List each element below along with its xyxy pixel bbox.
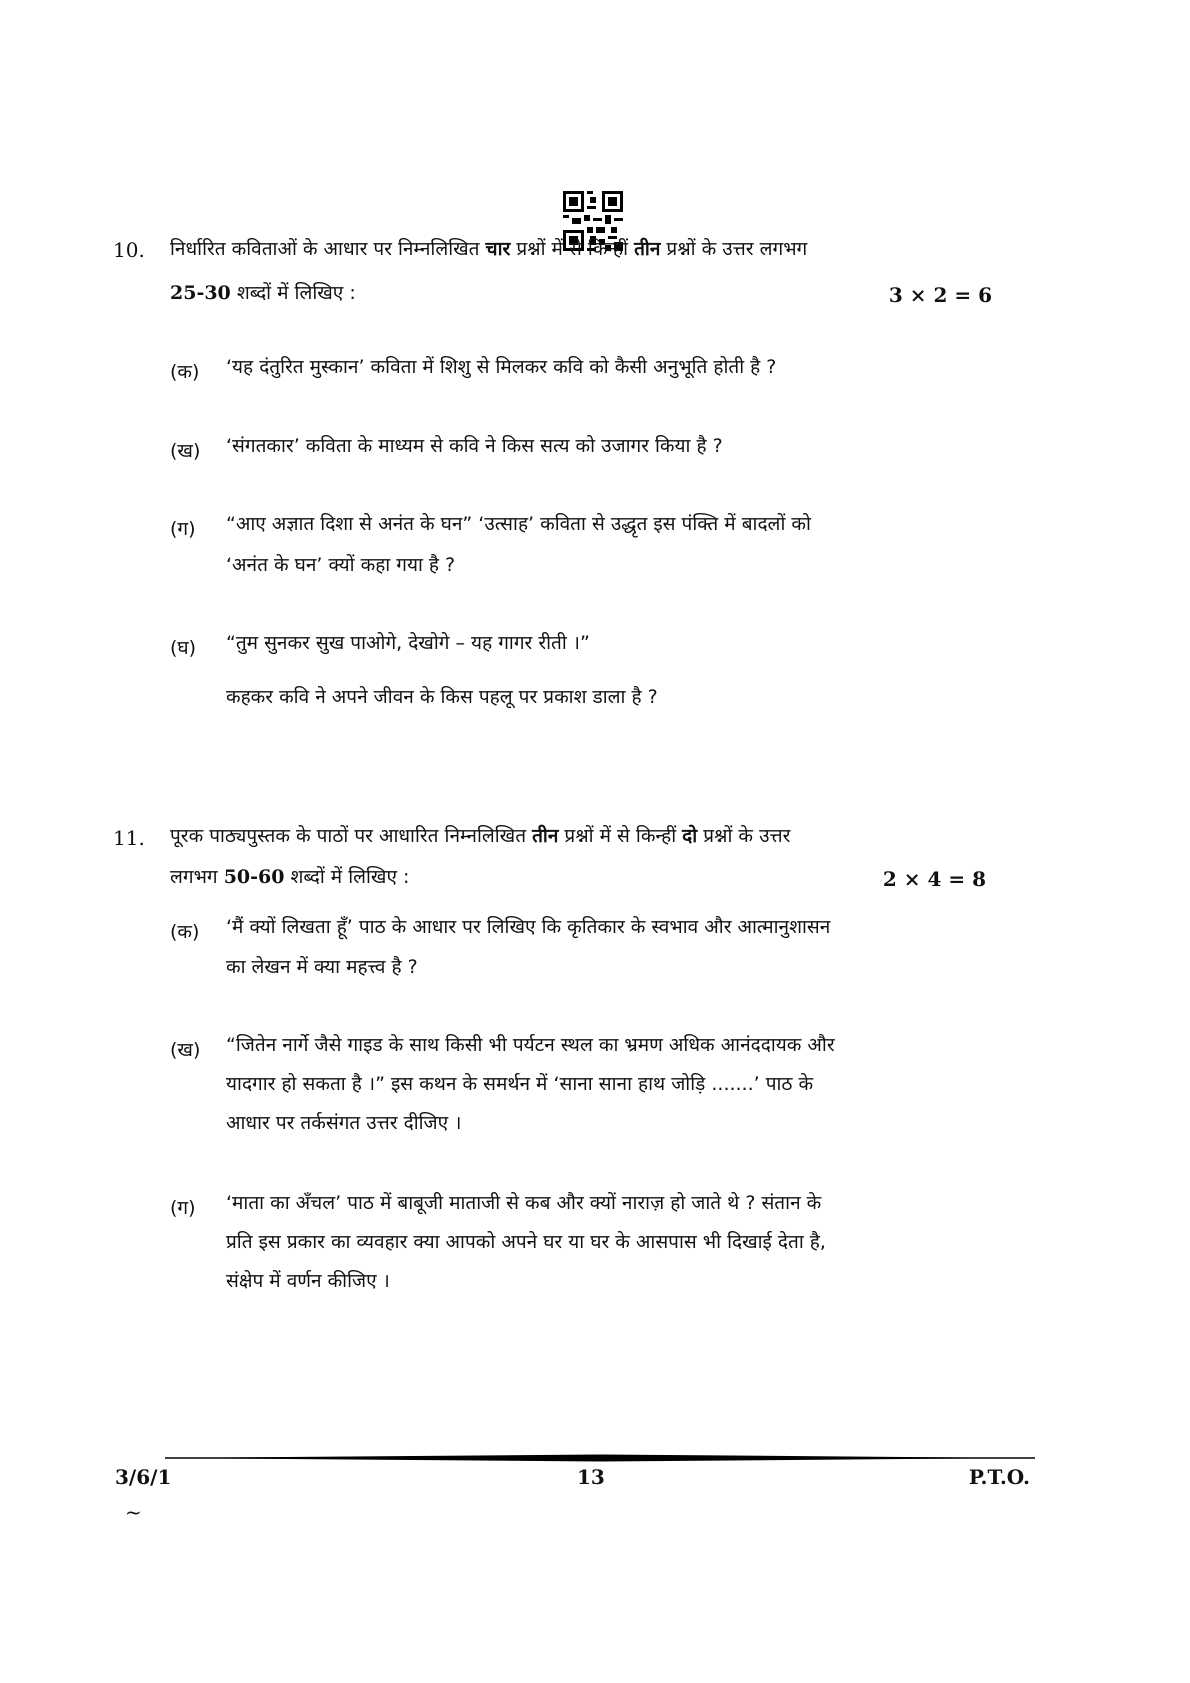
q10-part-ga-text-line2: ‘अनंत के घन’ क्यों कहा गया है ? <box>226 554 456 576</box>
text: लगभग <box>170 866 224 888</box>
q11-part-kha-label: (ख) <box>170 1039 201 1061</box>
q10-part-kha-label: (ख) <box>170 440 201 462</box>
page-number: 13 <box>577 1465 605 1489</box>
please-turn-over: P.T.O. <box>968 1465 1030 1489</box>
question-10-marks: 3 × 2 = 6 <box>888 283 992 307</box>
q10-part-ka-label: (क) <box>170 361 200 383</box>
q11-part-ga-text-line2: प्रति इस प्रकार का व्यवहार क्या आपको अपने घर या घर के आसपास भी दिखाई देता है, <box>226 1231 826 1253</box>
question-10-instructions-line2 <box>170 284 356 303</box>
q11-part-ka-text-line2: का लेखन में क्या महत्त्व है ? <box>226 956 418 978</box>
q11-part-kha-text-line2: यादगार हो सकता है ।” इस कथन के समर्थन में ‘साना साना हाथ जोड़ि .......’ पाठ के <box>226 1073 814 1095</box>
question-10-instructions-line1 <box>170 240 807 259</box>
q10-part-ga-label: (ग) <box>170 518 196 540</box>
q11-part-ka-label: (क) <box>170 921 200 943</box>
q10-part-gha-label: (घ) <box>170 637 197 659</box>
question-11-number: 11. <box>113 826 145 850</box>
text: प्रश्नों के उत्तर <box>697 825 791 847</box>
q10-part-gha-text-line2: कहकर कवि ने अपने जीवन के किस पहलू पर प्रकाश डाला है ? <box>226 686 658 708</box>
q10-part-kha-text: ‘संगतकार’ कविता के माध्यम से कवि ने किस सत्य को उजागर किया है ? <box>226 435 723 457</box>
word-limit: 25-30 <box>170 282 231 304</box>
word-limit: 50-60 <box>223 866 285 888</box>
q10-part-ga-text-line1: “आए अज्ञात दिशा से अनंत के घन” ‘उत्साह’ कविता से उद्धृत इस पंक्ति में बादलों को <box>226 513 811 535</box>
question-11-instructions-line2 <box>170 868 409 887</box>
question-10-number: 10. <box>113 238 145 262</box>
question-11-marks: 2 × 4 = 8 <box>882 867 986 891</box>
q11-part-kha-text-line3: आधार पर तर्कसंगत उत्तर दीजिए । <box>226 1112 462 1134</box>
text: निर्धारित कविताओं के आधार पर निम्नलिखित <box>170 238 486 260</box>
q10-part-ka-text: ‘यह दंतुरित मुस्कान’ कविता में शिशु से मिलकर कवि को कैसी अनुभूति होती है ? <box>226 356 777 378</box>
q11-part-ka-text-line1: ‘मैं क्यों लिखता हूँ’ पाठ के आधार पर लिखिए कि कृतिकार के स्वभाव और आत्मानुशासन <box>226 916 831 938</box>
paper-code: 3/6/1 <box>115 1465 172 1489</box>
q10-part-gha-text-line1: “तुम सुनकर सुख पाओगे, देखोगे – यह गागर रीती ।” <box>226 632 590 654</box>
question-11-instructions-line1 <box>170 827 790 846</box>
footer-rule <box>165 1448 1035 1458</box>
bold-count: चार <box>485 238 511 260</box>
q11-part-ga-label: (ग) <box>170 1197 196 1219</box>
q11-part-ga-text-line3: संक्षेप में वर्णन कीजिए । <box>226 1270 390 1292</box>
text: प्रश्नों के उत्तर लगभग <box>660 238 808 260</box>
bold-count: दो <box>682 825 698 847</box>
text: पूरक पाठ्यपुस्तक के पाठों पर आधारित निम्नलिखित <box>170 825 533 847</box>
bold-count: तीन <box>532 825 559 847</box>
text: प्रश्नों में से किन्हीं <box>510 238 635 260</box>
q11-part-ga-text-line1: ‘माता का अँचल’ पाठ में बाबूजी माताजी से कब और क्यों नाराज़ हो जाते थे ? संतान के <box>226 1192 822 1214</box>
text: शब्दों में लिखिए : <box>284 866 410 888</box>
bold-count: तीन <box>634 238 661 260</box>
text: शब्दों में लिखिए : <box>230 282 356 304</box>
q11-part-kha-text-line1: “जितेन नार्गे जैसे गाइड के साथ किसी भी पर्यटन स्थल का भ्रमण अधिक आनंददायक और <box>226 1034 835 1056</box>
tilde-mark: ~ <box>125 1500 142 1524</box>
text: प्रश्नों में से किन्हीं <box>558 825 683 847</box>
